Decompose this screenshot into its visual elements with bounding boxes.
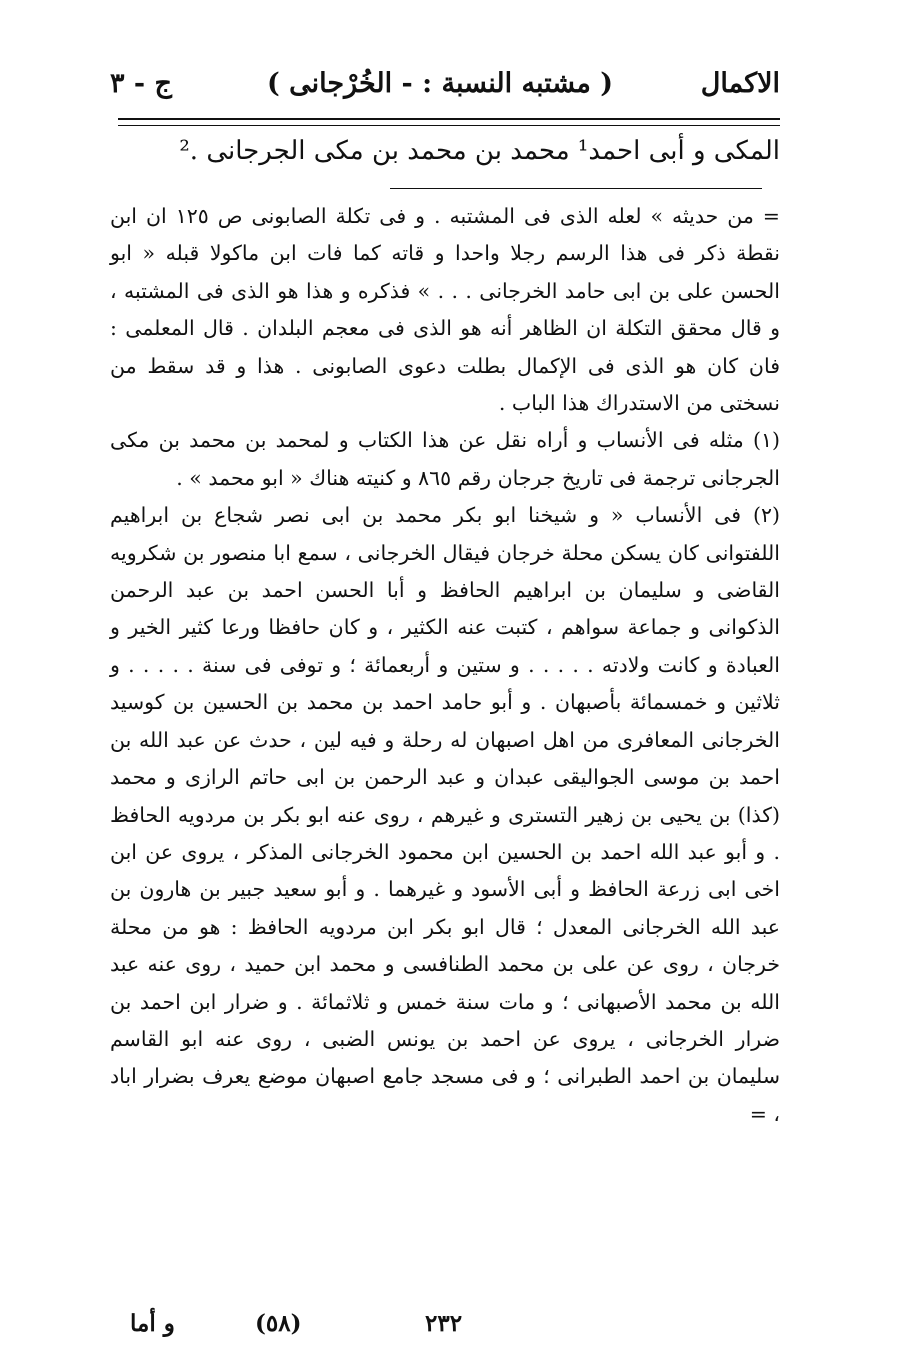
footnote-2: (٢) فى الأنساب « و شيخنا ابو بكر محمد بن ابى نصر شجاع بن ابراهيم اللفتوانى كان يسكن محلة خرجان فيقال الخرجانى ، سمع ابا منصور بن شكرويه القاضى و سليمان بن ابراهيم الحافظ و أبا الحسن احمد بن عبد الرحمن الذكوانى و جماعة سواهم ، كتبت عنه الكثير ، و كان حافظا ورعا كثير الخير و العبادة و كانت ولادته . . . . . و ستين و أربعمائة ؛ و توفى فى سنة . . . . . و ثلاثين و خمسمائة بأصبهان . و أبو حامد احمد بن محمد بن الحسين بن كوسيد الخرجانى المعافرى من اهل اصبهان له رحلة و فيه لين ، حدث عن عبد الله بن احمد بن موسى الجواليقى عبدان و عبد الرحمن بن ابى حاتم الرازى و محمد (كذا) بن يحيى بن زهير التسترى و غيرهم ، روى عنه ابو بكر بن مردويه الحافظ . و أبو عبد الله احمد بن الحسين ابن محمود الخرجانى المذكر ، يروى عن ابن اخى ابى زرعة الحافظ و أبى الأسود و غيرهما . و أبو سعيد جبير بن هارون بن عبد الله الخرجانى المعدل ؛ قال ابو بكر ابن مردويه الحافظ : هو من محلة خرجان ، روى عن على بن محمد الطنافسى و محمد ابن حميد ، روى عنه عبد الله بن محمد الأصبهانى ؛ و مات سنة خمس و ثلاثمائة . و ضرار ابن احمد بن ضرار الخرجانى ، يروى عن احمد بن يونس الضبى ، روى عنه ابو القاسم سليمان بن احمد الطبرانى ؛ و فى مسجد جامع اصبهان موضع يعرف بضرار اباد ، = [110,503,780,1126]
page-footer [100,1310,780,1350]
catchword: و أما [130,1310,175,1337]
footnote-separator [390,188,762,189]
book-title: الاكمال [700,68,780,99]
main-text: المكى و أبى احمد¹ محمد بن محمد بن مكى الجرجانى .² [179,136,780,166]
footnote-1: (١) مثله فى الأنساب و أراه نقل عن هذا الكتاب و لمحمد بن محمد بن مكى الجرجانى ترجمة فى تاريخ جرجان رقم ٨٦٥ و كنيته هناك « ابو محمد » . [110,428,780,490]
running-header [100,68,780,112]
section-title: ( مشتبه النسبة : - الخُرْجانى ) [266,68,614,99]
footnote-continuation: = من حديثه » لعله الذى فى المشتبه . و فى تكلة الصابونى ص ١٢٥ ان ابن نقطة ذكر فى هذا الرسم رجلا واحدا و قاته كما فات ابن ماكولا قبله « ابو الحسن على بن ابى حامد الخرجانى . . . » فذكره و هذا هو الذى فى المشتبه ، و قال محقق التكلة ان الظاهر أنه هو الذى فى معجم البلدان . قال المعلمى : فان كان هو الذى فى الإكمال بطلت دعوى الصابونى . هذا و قد سقط من نسختى من الاستدراك هذا الباب . [110,204,780,416]
footnotes [110,198,780,1133]
page-number: ٢٣٢ [425,1310,463,1337]
volume-number: ج - ٣ [110,68,172,99]
signature-mark: (٥٨) [255,1310,302,1337]
book-page [100,58,780,1337]
header-rule [118,118,780,126]
